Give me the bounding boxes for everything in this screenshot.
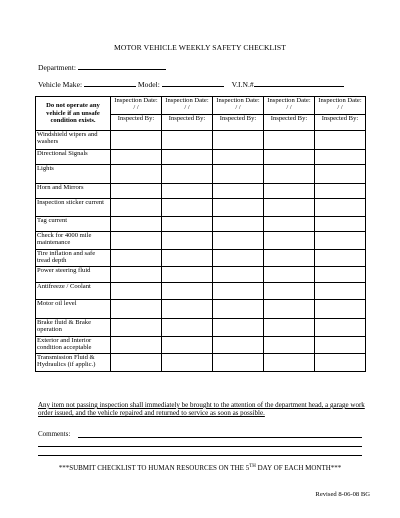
check-cell[interactable]	[213, 354, 264, 372]
table-row	[36, 250, 366, 267]
check-cell[interactable]	[315, 217, 366, 232]
check-cell[interactable]	[111, 184, 162, 199]
model-field[interactable]	[162, 79, 224, 87]
vin-field[interactable]	[254, 79, 344, 87]
check-cell[interactable]	[111, 250, 162, 267]
table-row	[36, 337, 366, 354]
table-row	[36, 184, 366, 199]
item-label: Brake fluid & Brake operation	[36, 319, 111, 337]
table-row	[36, 150, 366, 165]
table-row	[36, 300, 366, 319]
check-cell[interactable]	[213, 199, 264, 217]
item-label: Inspection sticker current	[36, 199, 111, 217]
table-row	[36, 283, 366, 300]
comments-line-2[interactable]	[38, 446, 362, 447]
check-cell[interactable]	[213, 131, 264, 150]
check-cell[interactable]	[264, 165, 315, 184]
item-label: Transmission Fluid & Hydraulics (if applic.)	[36, 354, 111, 372]
check-cell[interactable]	[162, 199, 213, 217]
item-label: Motor oil level	[36, 300, 111, 319]
check-cell[interactable]	[162, 217, 213, 232]
department-row	[38, 62, 166, 72]
check-cell[interactable]	[315, 232, 366, 250]
inspected-by-1[interactable]: Inspected By:	[111, 115, 162, 131]
check-cell[interactable]	[315, 150, 366, 165]
comments-line-1[interactable]	[78, 437, 362, 438]
vin-label: V.I.N.#	[231, 80, 254, 89]
check-cell[interactable]	[315, 319, 366, 337]
table-row	[36, 217, 366, 232]
item-label: Exterior and Interior condition acceptable	[36, 337, 111, 354]
check-cell[interactable]	[111, 354, 162, 372]
check-cell[interactable]	[162, 165, 213, 184]
check-cell[interactable]	[111, 232, 162, 250]
check-cell[interactable]	[162, 184, 213, 199]
check-cell[interactable]	[213, 232, 264, 250]
check-cell[interactable]	[264, 300, 315, 319]
table-row	[36, 165, 366, 184]
item-label: Check for 4000 mile maintenance	[36, 232, 111, 250]
check-cell[interactable]	[162, 319, 213, 337]
check-cell[interactable]	[111, 283, 162, 300]
check-cell[interactable]	[213, 150, 264, 165]
check-cell[interactable]	[162, 283, 213, 300]
check-cell[interactable]	[264, 319, 315, 337]
check-cell[interactable]	[315, 267, 366, 283]
inspected-by-2[interactable]: Inspected By:	[162, 115, 213, 131]
check-cell[interactable]	[162, 300, 213, 319]
check-cell[interactable]	[213, 319, 264, 337]
check-cell[interactable]	[111, 131, 162, 150]
inspected-by-4[interactable]: Inspected By:	[264, 115, 315, 131]
model-label: Model:	[137, 80, 160, 89]
check-cell[interactable]	[162, 232, 213, 250]
check-cell[interactable]	[213, 337, 264, 354]
check-cell[interactable]	[315, 131, 366, 150]
table-row	[36, 199, 366, 217]
check-cell[interactable]	[111, 300, 162, 319]
inspection-date-2[interactable]: Inspection Date: / /	[162, 97, 213, 115]
check-cell[interactable]	[213, 184, 264, 199]
check-cell[interactable]	[315, 300, 366, 319]
item-label: Directional Signals	[36, 150, 111, 165]
check-cell[interactable]	[213, 283, 264, 300]
department-label: Department:	[38, 63, 76, 72]
check-cell[interactable]	[213, 165, 264, 184]
check-cell[interactable]	[315, 165, 366, 184]
item-label: Antifreeze / Coolant	[36, 283, 111, 300]
check-cell[interactable]	[315, 199, 366, 217]
inspection-date-1[interactable]: Inspection Date: / /	[111, 97, 162, 115]
item-label: Horn and Mirrors	[36, 184, 111, 199]
check-cell[interactable]	[264, 354, 315, 372]
check-cell[interactable]	[162, 250, 213, 267]
comments-label: Comments:	[38, 430, 71, 438]
check-cell[interactable]	[264, 199, 315, 217]
vehicle-make-label: Vehicle Make:	[38, 80, 83, 89]
check-cell[interactable]	[264, 337, 315, 354]
check-cell[interactable]	[111, 337, 162, 354]
revised-note: Revised 8-06-08 BG	[315, 491, 370, 498]
check-cell[interactable]	[213, 267, 264, 283]
check-cell[interactable]	[315, 337, 366, 354]
vehicle-row	[38, 79, 344, 89]
check-cell[interactable]	[213, 250, 264, 267]
submit-instruction: ***SUBMIT CHECKLIST TO HUMAN RESOURCES ON THE 5TH DAY OF EACH MONTH***	[58, 464, 342, 472]
check-cell[interactable]	[264, 184, 315, 199]
check-cell[interactable]	[162, 150, 213, 165]
check-cell[interactable]	[264, 217, 315, 232]
check-cell[interactable]	[315, 283, 366, 300]
check-cell[interactable]	[264, 150, 315, 165]
table-row	[36, 131, 366, 150]
department-field[interactable]	[78, 62, 166, 70]
table-row	[36, 319, 366, 337]
check-cell[interactable]	[111, 267, 162, 283]
check-cell[interactable]	[264, 131, 315, 150]
comments-line-3[interactable]	[38, 455, 362, 456]
check-cell[interactable]	[264, 283, 315, 300]
inspection-date-5[interactable]: Inspection Date: / /	[315, 97, 366, 115]
item-label: Windshield wipers and washers	[36, 131, 111, 150]
check-cell[interactable]	[111, 165, 162, 184]
warning-cell: Do not operate any vehicle if an unsafe condition exists.	[36, 97, 111, 131]
table-row	[36, 267, 366, 283]
check-cell[interactable]	[213, 300, 264, 319]
table-row	[36, 354, 366, 372]
inspection-table	[35, 96, 366, 372]
notice-text: Any item not passing inspection shall immediately be brought to the attention of the department head, a garage work order issued, and the vehicle repaired and returned to service as soon as possible.	[38, 401, 365, 418]
check-cell[interactable]	[111, 319, 162, 337]
check-cell[interactable]	[264, 250, 315, 267]
check-cell[interactable]	[315, 250, 366, 267]
table-row	[36, 232, 366, 250]
check-cell[interactable]	[315, 354, 366, 372]
check-cell[interactable]	[162, 337, 213, 354]
check-cell[interactable]	[162, 267, 213, 283]
item-label: Power steering fluid	[36, 267, 111, 283]
check-cell[interactable]	[111, 217, 162, 232]
check-cell[interactable]	[264, 232, 315, 250]
inspected-by-3[interactable]: Inspected By:	[213, 115, 264, 131]
check-cell[interactable]	[315, 184, 366, 199]
check-cell[interactable]	[162, 131, 213, 150]
check-cell[interactable]	[162, 354, 213, 372]
inspection-date-3[interactable]: Inspection Date: / /	[213, 97, 264, 115]
check-cell[interactable]	[111, 150, 162, 165]
check-cell[interactable]	[213, 217, 264, 232]
inspected-by-5[interactable]: Inspected By:	[315, 115, 366, 131]
check-cell[interactable]	[264, 267, 315, 283]
check-cell[interactable]	[111, 199, 162, 217]
item-label: Tire inflation and safe tread depth	[36, 250, 111, 267]
item-label: Tag current	[36, 217, 111, 232]
item-label: Lights	[36, 165, 111, 184]
vehicle-make-field[interactable]	[84, 79, 136, 87]
inspection-date-4[interactable]: Inspection Date: / /	[264, 97, 315, 115]
page-title: MOTOR VEHICLE WEEKLY SAFETY CHECKLIST	[114, 43, 286, 52]
